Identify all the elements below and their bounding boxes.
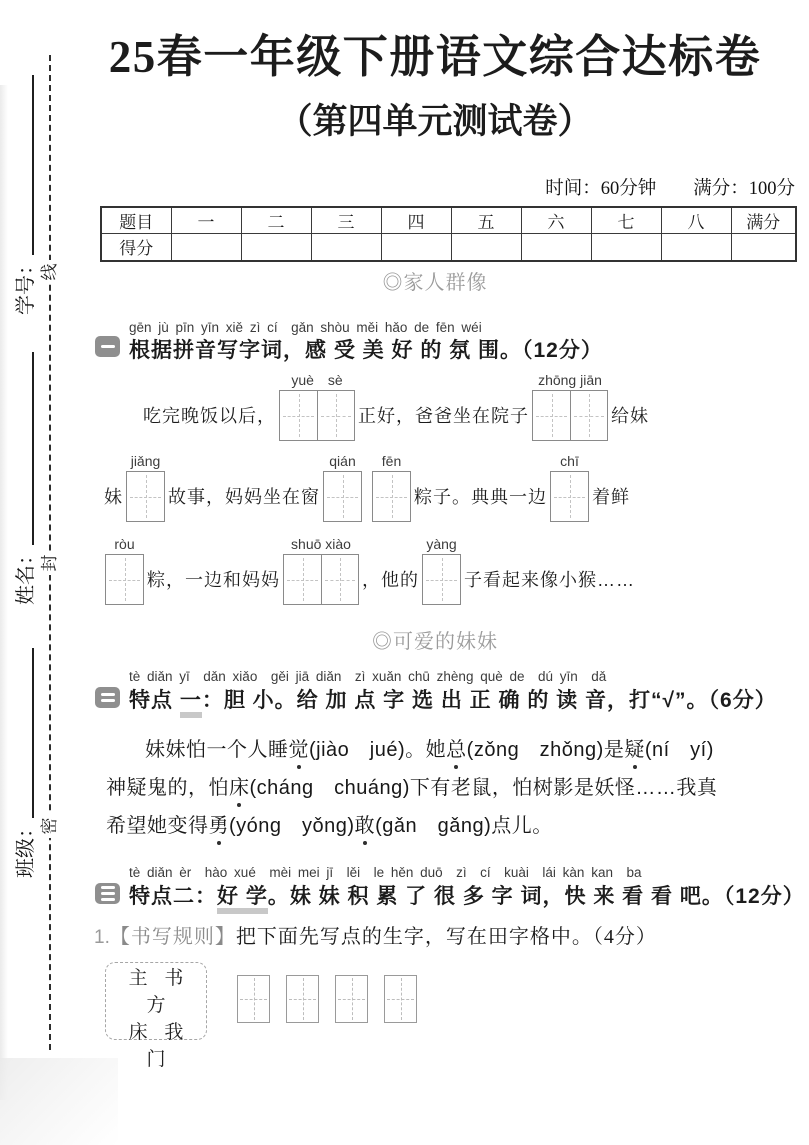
sub-question-text: 把下面先写点的生字，写在田字格中。（4分） — [235, 926, 657, 948]
q3-title-part2: 。妹 妹 积 累 了 很 多 字 词，快 来 看 看 吧。（12分） — [267, 885, 805, 908]
character-bank-box — [105, 962, 207, 1070]
writing-cell — [321, 555, 358, 604]
writing-cell — [373, 472, 410, 521]
q2-title-part2: ：胆 小。给 加 点 字 选 出 正 确 的 读 音，打“√”。（6分） — [201, 689, 777, 712]
q1-pinyin: gēn jù pīn yīn xiě zì cí gǎn shòu měi hǎo de fēn wéi — [129, 320, 482, 335]
score-empty-cell — [521, 234, 591, 261]
character-bank-row-1: 主 书 方 — [128, 968, 190, 1016]
fill-text: 吃完晚饭以后， — [143, 406, 276, 426]
writing-cell — [533, 391, 570, 440]
score-header-cell: 三 — [311, 207, 381, 234]
scan-corner-shadow — [0, 1058, 118, 1145]
q1-fill-line-3 — [105, 536, 635, 605]
q2-title-highlight: 一 — [180, 689, 202, 718]
score-table-header-row — [101, 207, 796, 234]
score-empty-cell — [591, 234, 661, 261]
box-pinyin: ròu — [114, 536, 135, 552]
writing-grid — [286, 975, 319, 1023]
emphasized-char: 床 — [229, 771, 250, 800]
q2-title — [129, 684, 777, 714]
box-pinyin: fēn — [381, 453, 402, 469]
score-header-cell: 题目 — [101, 207, 171, 234]
sub-question-tag: 【书写规则】 — [109, 926, 236, 948]
writing-cell — [551, 472, 588, 521]
score-header-cell: 一 — [171, 207, 241, 234]
student-id-label: 学号： — [15, 255, 37, 315]
fill-text: 正好，爸爸坐在院子 — [358, 406, 529, 426]
score-header-cell: 六 — [521, 207, 591, 234]
score-empty-cell — [661, 234, 731, 261]
text-segment: 神疑鬼的，怕 — [106, 777, 229, 799]
text-segment: (cháng chuáng)下有老鼠，怕树影是妖怪……我真 — [249, 777, 718, 799]
q1-fill-line-2 — [104, 453, 630, 522]
name-field — [12, 352, 38, 605]
writing-grid — [335, 975, 368, 1023]
write-box-rou — [105, 536, 144, 605]
fill-text: 粽，一边和妈妈 — [147, 570, 280, 590]
writing-cell — [106, 555, 143, 604]
score-empty-cell — [171, 234, 241, 261]
question-one-icon — [95, 336, 120, 357]
fill-text: 粽子。典典一边 — [414, 487, 547, 507]
class-blank-line — [32, 648, 34, 818]
writing-grid-row — [237, 975, 417, 1023]
fill-text: 给妹 — [611, 406, 649, 426]
text-segment: (yóng yǒng) — [229, 815, 355, 837]
score-header-cell: 二 — [241, 207, 311, 234]
write-box-jiang — [126, 453, 165, 522]
fill-text: 故事，妈妈坐在窗 — [168, 487, 320, 507]
seal-char-feng: 封 — [38, 551, 62, 575]
q3-title-highlight: 好 学 — [217, 885, 268, 914]
box-pinyin: zhōng jiān — [538, 372, 602, 388]
box-pinyin: yuè sè — [291, 372, 343, 388]
write-box-yang — [422, 536, 461, 605]
passage-line-3 — [106, 809, 553, 838]
page-edge-shadow — [0, 85, 8, 1100]
q2-title-part1: 特点 — [129, 689, 180, 712]
name-label: 姓名： — [15, 545, 37, 605]
write-box-chi — [550, 453, 589, 522]
q1-fill-line-1 — [143, 372, 649, 441]
emphasized-char: 疑 — [624, 733, 645, 762]
writing-cell — [127, 472, 164, 521]
writing-cell — [280, 391, 317, 440]
writing-cell — [423, 555, 460, 604]
score-empty-cell — [311, 234, 381, 261]
writing-cell — [570, 391, 607, 440]
fill-text: 妹 — [104, 487, 123, 507]
student-id-blank-line — [32, 75, 34, 255]
fill-text: ，他的 — [362, 570, 419, 590]
passage-line-1 — [145, 733, 714, 762]
score-row-label: 得分 — [101, 234, 171, 261]
section-sister-heading: ◎可爱的妹妹 — [372, 631, 498, 653]
box-pinyin: yàng — [426, 536, 457, 552]
character-bank-row-2: 床 我 门 — [128, 1022, 190, 1070]
write-box-fen — [372, 453, 411, 522]
sub-question-1 — [94, 920, 657, 949]
emphasized-char: 觉 — [289, 733, 310, 762]
question-two-icon — [95, 687, 120, 708]
writing-cell — [284, 555, 321, 604]
q3-title-part1: 特点二： — [129, 885, 217, 908]
text-segment: 希望她变得 — [106, 815, 209, 837]
passage-line-2 — [106, 771, 717, 800]
score-table — [100, 206, 797, 262]
score-empty-cell — [731, 234, 796, 261]
text-segment: (jiào jué)。她 — [309, 739, 447, 761]
text-segment: (ní yí) — [644, 739, 714, 761]
section-family-heading: ◎家人群像 — [382, 272, 488, 294]
class-label: 班级： — [15, 818, 37, 878]
score-empty-cell — [381, 234, 451, 261]
score-empty-cell — [241, 234, 311, 261]
q2-pinyin: tè diǎn yī dǎn xiǎo gěi jiā diǎn zì xuǎn chū zhèng què de dú yīn dǎ — [129, 669, 607, 684]
emphasized-char: 总 — [446, 733, 467, 762]
box-pinyin: chī — [560, 453, 579, 469]
writing-grid — [384, 975, 417, 1023]
write-box-zhong-jian — [532, 372, 608, 441]
write-box-yue-se — [279, 372, 355, 441]
score-header-cell: 八 — [661, 207, 731, 234]
box-pinyin: shuō xiào — [291, 536, 351, 552]
text-segment: (gǎn gǎng)点儿。 — [375, 815, 553, 837]
time-score-meta: 时间：60分钟 满分：100分 — [545, 179, 795, 199]
student-id-field — [12, 75, 38, 315]
score-header-cell: 五 — [451, 207, 521, 234]
fill-text: 子看起来像小猴…… — [464, 570, 635, 590]
question-three-icon — [95, 883, 120, 904]
box-pinyin: jiǎng — [130, 453, 161, 469]
write-box-qian — [323, 453, 362, 522]
paper-subtitle: （第四单元测试卷） — [277, 102, 593, 141]
seal-char-xian: 线 — [38, 260, 62, 284]
writing-cell — [324, 472, 361, 521]
q1-title: 根据拼音写字词，感 受 美 好 的 氛 围。（12分） — [129, 339, 603, 362]
text-segment: (zǒng zhǒng)是 — [466, 739, 625, 761]
paper-title: 25春一年级下册语文综合达标卷 — [108, 32, 762, 82]
q3-pinyin: tè diǎn èr hào xué mèi mei jī lěi le hěn duō zì cí kuài lái kàn kan ba — [129, 865, 642, 880]
q3-title — [129, 880, 805, 910]
emphasized-char: 勇 — [209, 809, 230, 838]
sub-question-number: 1. — [94, 927, 110, 948]
score-header-cell: 七 — [591, 207, 661, 234]
fill-text: 着鲜 — [592, 487, 630, 507]
name-blank-line — [32, 352, 34, 545]
box-pinyin: qián — [329, 453, 356, 469]
text-segment: 妹妹怕一个人睡 — [145, 739, 289, 761]
writing-grid — [237, 975, 270, 1023]
score-header-cell: 满分 — [731, 207, 796, 234]
class-field — [12, 648, 38, 878]
score-empty-cell — [451, 234, 521, 261]
score-table-score-row — [101, 234, 796, 261]
write-box-shuo-xiao — [283, 536, 359, 605]
score-header-cell: 四 — [381, 207, 451, 234]
seal-char-mi: 密 — [38, 814, 62, 838]
writing-cell — [317, 391, 354, 440]
emphasized-char: 敢 — [355, 809, 376, 838]
